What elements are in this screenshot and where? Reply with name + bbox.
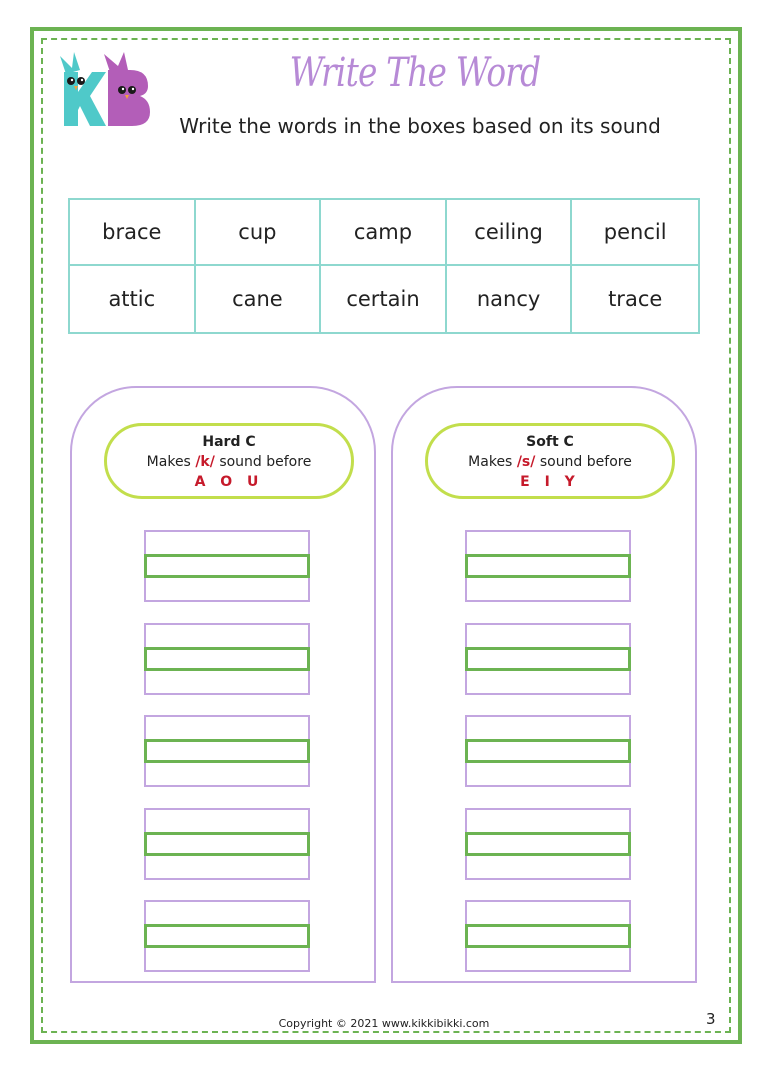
soft-c-rule-text [428, 454, 672, 470]
word-bank-cell: cup [196, 200, 322, 266]
answer-box[interactable] [465, 900, 631, 972]
word-bank-table [68, 198, 700, 334]
answer-box[interactable] [465, 623, 631, 695]
word-bank-cell: nancy [447, 266, 573, 332]
writing-line [144, 924, 310, 948]
writing-line [465, 554, 631, 578]
writing-line [465, 832, 631, 856]
answer-box[interactable] [465, 808, 631, 880]
answer-box[interactable] [144, 715, 310, 787]
answer-box[interactable] [144, 900, 310, 972]
writing-line [465, 647, 631, 671]
soft-c-letters: E I Y [520, 474, 580, 490]
copyright-notice: Copyright © 2021 www.kikkibikki.com [278, 1017, 490, 1030]
word-bank-cell: trace [608, 287, 663, 311]
rule-suffix: sound before [219, 454, 312, 470]
hard-c-rule-text [107, 454, 351, 470]
page-number: 3 [706, 1010, 716, 1028]
hard-c-letters: A O U [194, 474, 264, 490]
answer-box[interactable] [144, 530, 310, 602]
instructions: Write the words in the boxes based on its sound [179, 114, 661, 138]
word-bank-cell: camp [321, 200, 447, 266]
writing-line [465, 924, 631, 948]
word-bank-cell: cane [196, 266, 322, 332]
writing-line [144, 647, 310, 671]
writing-line [144, 832, 310, 856]
soft-c-rule-pill [425, 423, 675, 499]
writing-line [144, 739, 310, 763]
answer-box[interactable] [465, 530, 631, 602]
soft-c-sound: /s/ [516, 454, 536, 470]
word-bank-cell: pencil [572, 200, 698, 266]
hard-c-sound: /k/ [195, 454, 215, 470]
kb-owl-logo-icon [52, 50, 156, 130]
hard-c-rule-pill [104, 423, 354, 499]
soft-c-panel [391, 386, 697, 983]
answer-box[interactable] [144, 623, 310, 695]
writing-line [465, 739, 631, 763]
word-bank-cell: attic [70, 266, 196, 332]
word-bank-cell: brace [70, 200, 196, 266]
word-bank-cell: ceiling [447, 200, 573, 266]
hard-c-panel [70, 386, 376, 983]
hard-c-title: Hard C [202, 434, 256, 450]
page-title: Write The Word [289, 50, 541, 96]
writing-line [144, 554, 310, 578]
answer-box[interactable] [465, 715, 631, 787]
rule-suffix: sound before [539, 454, 632, 470]
rule-prefix: Makes [468, 454, 513, 470]
answer-box[interactable] [144, 808, 310, 880]
soft-c-title: Soft C [526, 434, 574, 450]
rule-prefix: Makes [146, 454, 191, 470]
word-bank-cell: certain [321, 266, 447, 332]
